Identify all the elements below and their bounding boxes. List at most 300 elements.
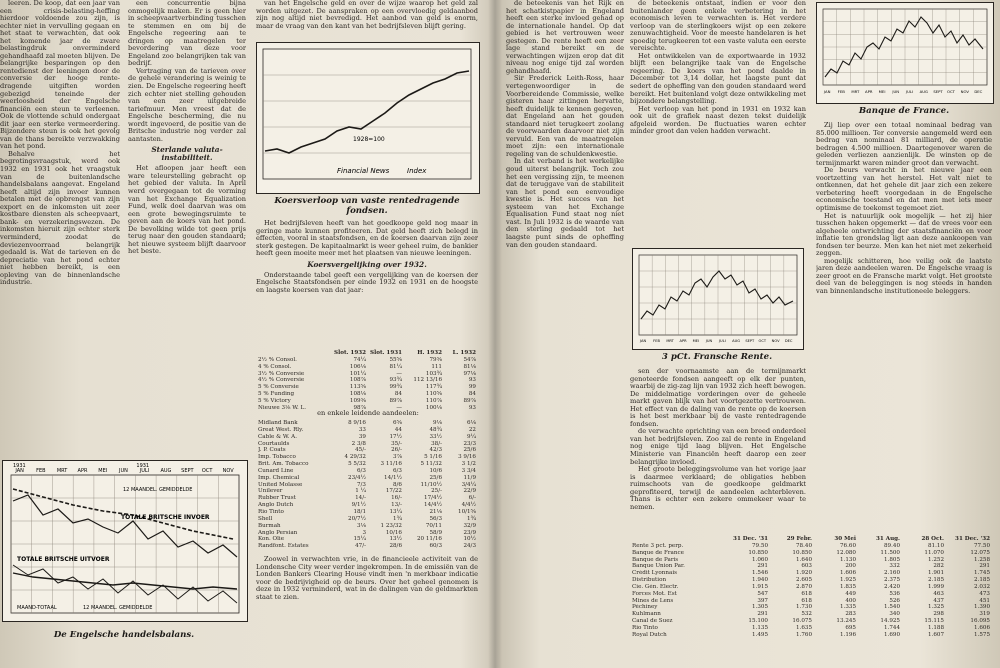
month-label: NOV <box>960 89 970 94</box>
value-cell: 3 11/16 <box>380 461 402 468</box>
value-cell: 84 <box>468 391 476 398</box>
shares-row <box>258 502 478 509</box>
month-label: APR <box>679 339 687 343</box>
value-cell: 6⅝ <box>393 420 402 426</box>
value-cell: 25/6 <box>429 474 442 481</box>
header-cell: Slot. 1932 <box>334 350 366 356</box>
export-label: TOTALE BRITSCHE UITVOER <box>17 556 110 563</box>
month-label: MRT <box>666 339 674 343</box>
export-average-line <box>13 573 237 589</box>
value-cell: 13/- <box>391 502 402 509</box>
value-cell: 11/10½ <box>420 481 442 488</box>
value-cell: 298 <box>933 611 944 618</box>
value-cell: 340 <box>889 611 900 618</box>
row-label-cell: Cie. Gén. Electr. <box>632 583 679 590</box>
value-cell: 547 <box>757 590 768 597</box>
month-label: JAN <box>640 339 647 343</box>
value-cell: 5 5/32 <box>348 461 366 468</box>
right-col2-bottom <box>630 368 806 530</box>
value-cell: 1.730 <box>795 604 812 611</box>
value-cell: 24/3 <box>463 543 476 550</box>
value-cell: 2.375 <box>883 577 900 584</box>
value-cell: 84 <box>394 391 402 398</box>
value-cell: 55⅝ <box>389 356 402 363</box>
value-cell: 89⅞ <box>463 397 476 404</box>
value-cell: 1.196 <box>839 631 856 638</box>
value-cell: 99 <box>468 384 476 391</box>
value-cell: 13¼ <box>389 508 402 515</box>
bonds-table <box>258 350 478 412</box>
value-cell: 1.805 <box>883 556 900 563</box>
bonds-header-row <box>258 350 478 357</box>
row-label-cell: Midland Bank <box>258 420 298 426</box>
value-cell: 695 <box>845 624 856 631</box>
row-label-cell: Rente 3 pct. perp. <box>632 542 684 549</box>
value-cell: 10½ <box>463 536 476 543</box>
value-cell: 20 11/16 <box>416 536 442 543</box>
value-cell: 1.325 <box>927 604 944 611</box>
value-cell: 17/4½ <box>424 495 442 502</box>
value-cell: 291 <box>757 611 768 618</box>
value-cell: 1.252 <box>927 556 944 563</box>
trade-balance-chart <box>2 460 248 622</box>
value-cell: 2.420 <box>883 583 900 590</box>
shares-row <box>258 454 478 461</box>
value-cell: 1.575 <box>973 631 990 638</box>
value-cell: 451 <box>979 597 990 604</box>
value-cell: 1.760 <box>795 631 812 638</box>
row-label-cell: Banque Union Par. <box>632 563 685 570</box>
value-cell: 76.60 <box>839 542 856 549</box>
value-cell: 108⅛ <box>349 391 366 398</box>
value-cell: 89.40 <box>883 542 900 549</box>
value-cell: 7/3 <box>356 481 366 488</box>
value-cell: 25/- <box>431 488 442 495</box>
row-label-cell: Rio Tinto <box>258 508 284 515</box>
row-label-cell: Forces Mot. Est <box>632 590 677 597</box>
month-label: DEC <box>974 89 983 94</box>
value-cell: 1.540 <box>883 604 900 611</box>
month-label: SEPT <box>933 89 943 94</box>
value-cell: 3 9/16 <box>458 454 476 461</box>
month-label: JAN <box>15 468 24 474</box>
shares-row <box>258 468 478 475</box>
import-label: TOTALE BRITSCHE INVOER <box>121 514 210 521</box>
month-label: OCT <box>947 89 955 94</box>
page-gutter <box>488 0 502 668</box>
value-cell: 1.640 <box>795 556 812 563</box>
paragraph: Zij liep over een totaal nominaal bedrag van 85.000 millioen. Ter conversie aangemeld werd een bedrag van nominaal 81 milliard, de operatie bedragen 4.500 millioen. Daartegenover waren de geleden verliezen aanzienlijk. De winsten op de termijnmarkt waren minder groot dan verwacht. <box>816 122 992 167</box>
value-cell: 101¼ <box>349 370 366 377</box>
row-label-cell: 5 % Funding <box>258 391 295 398</box>
row-label-cell: 2½ % Consol. <box>258 356 297 363</box>
paragraph: Het groote beleggingsvolume van het vorige jaar is daarmee verklaard; de obligaties hebben ruimschoots van de goedkoope geldmarkt geprofiteerd, terwijl de aandeelen achterbleven. Thans is echter een zekere ommekeer waar te nemen. <box>630 465 806 511</box>
month-label: MRT <box>56 468 68 474</box>
shares-row <box>258 420 478 427</box>
value-cell: 532 <box>801 611 812 618</box>
value-cell: 110⅞ <box>425 397 442 404</box>
stock-row <box>632 570 992 577</box>
value-cell: 1.607 <box>927 631 944 638</box>
value-cell: 47/- <box>355 543 366 550</box>
paragraph: sen der voornaamste aan de termijnmarkt genoteerde fondsen aangeeft op elk der punten, waarbij de zig-zag lijn van 1932 zich heeft bewogen. De middelmatige vorderingen over de geheele markt gaven blijk van het voortgezette vertrouwen. Het effect van de daling van de rente op de koersen is het best merkbaar bij de vaste rentedragende fondsen. <box>630 368 806 428</box>
left-col1-text <box>0 0 120 458</box>
right-col1-text <box>506 0 624 530</box>
value-cell: 89⅞ <box>389 397 402 404</box>
average-label-export: 12 MAANDEL. GEMIDDELDE <box>83 605 153 611</box>
row-label-cell: Cunard Line <box>258 467 294 474</box>
value-cell: 79.50 <box>751 542 768 549</box>
paragraph: Het verloop van het pond in 1931 en 1932 kan ook uit de grafiek naast dezen tekst duidelijk afgeleid worden. De fluctuaties waren echter minder groot dan velen hadden verwacht. <box>630 104 806 136</box>
value-cell: 3/4¼ <box>461 481 476 488</box>
value-cell: 1.925 <box>839 577 856 584</box>
row-label-cell: 4 % Consol. <box>258 363 292 370</box>
row-label-cell: Brit. Am. Tobacco <box>258 461 309 468</box>
value-cell: 11/9 <box>463 474 476 481</box>
row-label-cell: Banque de France <box>632 549 684 556</box>
month-label: OCT <box>758 339 767 343</box>
value-cell: 10/6 <box>429 467 442 474</box>
average-label-import: 12 MAANDEL. GEMIDDELDE <box>123 487 193 493</box>
header-cell: Slot. 1931 <box>370 350 402 356</box>
stock-row <box>632 611 992 618</box>
header-cell <box>258 350 330 357</box>
row-label-cell: Rio Tinto <box>632 624 658 631</box>
value-cell: 33½ <box>429 433 442 440</box>
value-cell: 23/9 <box>463 529 476 536</box>
row-label-cell: Unilever <box>258 488 283 495</box>
value-cell: — <box>396 404 402 411</box>
monthly-total-label: MAAND-TOTAAL <box>17 605 57 611</box>
left-col3-text-mid <box>256 220 478 348</box>
value-cell: 6⅛ <box>467 420 476 426</box>
value-cell: 1.188 <box>927 624 944 631</box>
value-cell: 4 29/32 <box>344 454 366 461</box>
value-cell: 14.925 <box>880 618 900 625</box>
paragraph: de beteekenis ontstaat, indien er voor den buitenlander geen enkele verbetering in het economisch leven te verwachten is. Het verdere verloop van de sterlingkoers wijst op een zekere zenuwachtigheid. Voor de meeste handelaren is het spoedig terugkeeren tot een vaste valuta een eerste vereischte. <box>630 0 806 53</box>
row-label-cell: Kuhlmann <box>632 611 661 618</box>
value-cell: 449 <box>845 590 856 597</box>
value-cell: 23/3 <box>463 440 476 447</box>
shares-row <box>258 543 478 550</box>
value-cell: 2.160 <box>883 570 900 577</box>
year-label: 1931 <box>13 463 26 469</box>
value-cell: 12.080 <box>836 549 856 556</box>
value-cell: — <box>396 370 402 377</box>
value-cell: 526 <box>889 597 900 604</box>
value-cell: 11.500 <box>880 549 900 556</box>
value-cell: 1.690 <box>883 631 900 638</box>
value-cell: 1.835 <box>839 583 856 590</box>
left-col3-text-top <box>256 0 478 40</box>
value-cell: 10/16 <box>385 529 402 536</box>
month-label: FEB <box>653 339 660 343</box>
value-cell: 10.850 <box>792 549 812 556</box>
month-label: NOV <box>771 339 780 343</box>
value-cell: 93 <box>468 377 476 384</box>
value-cell: 77.50 <box>973 542 990 549</box>
row-label-cell: Péchiney <box>632 604 658 611</box>
value-cell: 15.100 <box>748 618 768 625</box>
value-cell: 98⅞ <box>353 404 366 411</box>
shares-row <box>258 488 478 495</box>
shares-row <box>258 434 478 441</box>
paragraph: Het is natuurlijk ook mogelijk — het zij hier tusschen haken opgemerkt — dat de vrees voor een algeheele ontwrichting der staatsfinanciën en voor inflatie ten grondslag ligt aan deze aankoopen van fondsen ter beurze. Men kan het niet met zekerheid zeggen. <box>816 211 992 258</box>
shares-heading-text: en enkele leidende aandeelen: <box>317 410 419 417</box>
financial-news-chart-svg <box>257 43 479 193</box>
shares-row <box>258 482 478 489</box>
value-cell: 1.495 <box>751 631 768 638</box>
financial-news-index-chart <box>256 42 480 194</box>
section-heading: Sterlande valuta-instabiliteit. <box>151 145 223 163</box>
value-cell: 78.40 <box>795 542 812 549</box>
header-cell: L. 1932 <box>452 350 476 356</box>
row-label-cell: Banque de Paris <box>632 556 679 563</box>
value-cell: 16/- <box>391 495 402 502</box>
header-cell: 31 Aug. <box>876 536 900 542</box>
value-cell: 1 ¼ <box>355 488 366 495</box>
value-cell: 2.605 <box>795 577 812 584</box>
month-label: SEPT <box>181 468 194 474</box>
right-col2-text <box>630 0 806 240</box>
value-cell: 8/6 <box>392 481 402 488</box>
value-cell: 14/1½ <box>384 474 402 481</box>
stock-row <box>632 563 992 570</box>
banque-de-france-caption: Banque de France. <box>858 106 950 116</box>
value-cell: 1.745 <box>973 570 990 577</box>
index-subtitle: Index <box>407 167 427 175</box>
row-label-cell: Crédit Lyonnais <box>632 570 678 577</box>
shares-heading <box>258 410 478 419</box>
value-cell: 21⅛ <box>429 508 442 515</box>
bonds-row <box>258 357 478 364</box>
row-label-cell: Mines de Lens <box>632 597 674 604</box>
value-cell: 8 9/16 <box>348 420 366 426</box>
french-rente-svg <box>633 249 803 349</box>
value-cell: 3 <box>362 529 366 536</box>
value-cell: 38/- <box>431 440 442 447</box>
paragraph: De beurs verwacht in het nieuwe jaar een voortzetting van het herstel. Het valt niet te ontkennen, dat het gehele dit jaar zich een zekere verbetering heeft voorgedaan in de Engelsche economische toestand en dat men met iets meer optimisme de toekomst tegemoet ziet. <box>816 166 992 213</box>
value-cell: 99¾ <box>389 384 402 391</box>
value-cell: 74¼ <box>353 356 366 363</box>
row-label-cell: Cable & W. A. <box>258 433 297 440</box>
value-cell: 35/- <box>391 440 402 447</box>
paragraph: Sir Frederick Leith-Ross, haar vertegenwoordiger in de Voorbereidende Commissie, welke gisteren haar zittingen hervatte, heeft duidelijk te kennen gegeven, dat Engeland aan het gouden standaard niet terugkeert zoolang de voorwaarden daarvoor niet zijn vervuld. Een van de maatregelen moet zijn: een internationale regeling van de schuldenkwestie. <box>506 74 624 158</box>
month-label: JULI <box>139 468 150 474</box>
paragraph: leeren. De koop, dat een jaar van een crisis-belasting-heffing hierdoor voldoende zou zijn, is echter niet in vervulling gegaan en het staat te verwachten, dat ook het komende jaar de zware belastingdruk onverminderd gehandhaafd zal moeten blijven. De belangrijke besparingen op den rentedienst der leeningen door de conversie der hooge rente-dragende uitgiften worden gebezigd teneinde der weerloosheid der Engelsche financiën een steun te verleenen. Ook de vlottende schuld ondergaat dit jaar een sterke vermeerdering. Bijzondere steun is ook het gevolg van de thans bereikte verzwakking van het pond. <box>0 0 120 151</box>
value-cell: 1.546 <box>751 570 768 577</box>
month-label: SEPT <box>745 339 755 343</box>
value-cell: 1.606 <box>973 624 990 631</box>
header-cell: 30 Mei <box>834 536 856 542</box>
value-cell: 9¼ <box>467 433 476 440</box>
bonds-row <box>258 364 478 371</box>
value-cell: 618 <box>801 590 812 597</box>
row-label-cell: Shell <box>258 515 273 522</box>
month-label: AUG <box>732 339 741 343</box>
financial-news-caption: Koersverloop van vaste rentedragende fondsen. <box>274 196 460 216</box>
value-cell: 200 <box>845 563 856 570</box>
value-cell: 437 <box>933 597 944 604</box>
row-label-cell: Anglo Dutch <box>258 502 294 509</box>
month-label: JAN <box>824 89 831 94</box>
value-cell: 1.130 <box>839 556 856 563</box>
value-cell: 113⅝ <box>349 384 366 391</box>
stock-row <box>632 625 992 632</box>
shares-row <box>258 516 478 523</box>
value-cell: 1.901 <box>927 570 944 577</box>
row-label-cell: Canal de Suez <box>632 618 673 625</box>
french-rente-caption: 3 pCt. Fransche Rente. <box>661 352 773 362</box>
value-cell: 17/22 <box>385 488 402 495</box>
row-label-cell: Burmah <box>258 522 281 529</box>
row-label-cell: Great West. Rly. <box>258 426 304 433</box>
shares-row <box>258 427 478 434</box>
paragraph: de beteekenis van het Rijk en het schatkistpapier in Engeland heeft een sterke invloed gehad op de internationale handel. Op dat gebied is het vertrouwen weer gestegen. De rente heeft een zeer lage stand bereikt en de verwachtingen wijzen erop dat dit niveau nog enige tijd zal worden gehandhaafd. <box>506 0 624 75</box>
value-cell: 1¾ <box>393 515 402 522</box>
value-cell: 1 23/32 <box>380 522 402 529</box>
row-label-cell: Rubber Trust <box>258 495 296 502</box>
row-label-cell: 3½ % Conversie <box>258 370 305 377</box>
shares-row <box>258 495 478 502</box>
month-label: JULI <box>719 339 726 343</box>
value-cell: 536 <box>889 590 900 597</box>
value-cell: 44 <box>394 426 402 433</box>
value-cell: 110⅝ <box>425 391 442 398</box>
row-label-cell: Randfont. Estates <box>258 543 309 550</box>
value-cell: 1.135 <box>751 624 768 631</box>
value-cell: 9⅛ <box>433 420 442 426</box>
stock-row <box>632 591 992 598</box>
value-cell: 282 <box>933 563 944 570</box>
row-label-cell: J. P. Coats <box>258 447 286 454</box>
month-label: MEI <box>878 89 886 94</box>
month-label: DEC <box>784 339 793 343</box>
month-label: OCT <box>201 468 213 474</box>
month-label: AUG <box>160 468 172 474</box>
shares-row <box>258 530 478 537</box>
index-title: Financial News <box>337 167 390 175</box>
stock-row <box>632 550 992 557</box>
value-cell: 10.850 <box>748 549 768 556</box>
banque-de-france-svg <box>817 3 993 103</box>
paragraph: Behalve het begrotingsvraagstuk, werd ook 1932 en 1931 ook het vraagstuk van de buitenlandsche handelsbalans aangevat. Engeland heeft altijd zijn invoer kunnen betalen met de opbrengst van zijn export en de inkomsten uit zeer kostbare diensten als scheepvaart, bank- en verzekeringswezen. De inkomsten hieruit zijn echter sterk verminderd, zoodat de deviezenvoorraad belangrijk gedaald is. Wat de tarieven en de depreciatie van het pond echter niet hebben bereikt, is een opleving van de binnenlandsche industrie. <box>0 149 120 287</box>
value-cell: 109⅜ <box>349 397 366 404</box>
stock-row <box>632 618 992 625</box>
stock-row <box>632 632 992 639</box>
value-cell: 473 <box>979 590 990 597</box>
month-label: JULI <box>906 89 914 94</box>
value-cell: 4/4½ <box>461 502 476 509</box>
value-cell: 20/7½ <box>348 515 366 522</box>
stock-header-row <box>632 536 992 543</box>
value-cell: 97⅛ <box>463 370 476 377</box>
value-cell: 1.390 <box>973 604 990 611</box>
value-cell: 11.070 <box>924 549 944 556</box>
paragraph: mogelijk schitteren, hoe veilig ook de laatste jaren deze aandeelen waren. De Engelsche vraag is zeer groot en de Fransche markt volgt. Het grootste deel van de beleggingen is nog steeds in handen van binnenlandsche institutioneele beleggers. <box>816 256 992 296</box>
month-label: MRT <box>851 89 860 94</box>
value-cell: 291 <box>979 563 990 570</box>
paragraph: Vertraging van de tarieven over de gehele verandering is weinig te zien. De Engelsche regeering heeft zich echter niet stelling gehouden van een zeer uitgebreide tariefmuur. Men vreest dat de Engelsche bescherming, die nu wordt ingevoerd, de positie van de Britsche industrie nog verder zal aantasten. <box>128 66 246 143</box>
value-cell: 1.258 <box>973 556 990 563</box>
stock-row <box>632 604 992 611</box>
value-cell: 45/- <box>355 447 366 454</box>
value-cell: 6/- <box>468 495 476 502</box>
value-cell: 28/6 <box>389 543 402 550</box>
row-label-cell: Courtaulds <box>258 440 290 447</box>
row-label-cell: United Molasse <box>258 481 303 488</box>
value-cell: 33 <box>358 426 366 433</box>
french-rente-chart <box>632 248 804 350</box>
banque-de-france-chart <box>816 2 994 104</box>
value-cell: 16.095 <box>970 618 990 625</box>
value-cell: 106⅛ <box>349 363 366 370</box>
value-cell: 58/9 <box>429 529 442 536</box>
shares-row <box>258 509 478 516</box>
month-label: NOV <box>222 468 234 474</box>
month-label: APR <box>865 89 873 94</box>
value-cell: 93¾ <box>389 377 402 384</box>
row-label-cell: 4½ % Conversie <box>258 377 305 384</box>
row-label-cell: Anglo Persian <box>258 529 298 536</box>
value-cell: 18/1 <box>353 508 366 515</box>
left-col3-bottom <box>256 556 478 668</box>
value-cell: 60/3 <box>429 543 442 550</box>
month-label: JUN <box>119 468 128 474</box>
value-cell: 6/3 <box>356 467 366 474</box>
value-cell: 39 <box>358 433 366 440</box>
paragraph: de verwachte oprichting van een breed onderdeel van het bedrijfsleven. Zoo zal de rente in Engeland nog enige tijd laag blijven. Het Engelsche Ministerie van Financiën heeft daarop een zeer belangrijke invloed. <box>630 427 806 466</box>
paragraph: van het Engelsche geld en over de wijze waarop het geld zal worden uitgezet. De aanspraken op een overvloedig geldaanbod zijn nog altijd niet bevredigd. Het aanbod van geld is enorm, maar de vraag van den kant van het bedrijfsleven blijft gering. <box>256 0 478 30</box>
value-cell: 1.920 <box>795 570 812 577</box>
value-cell: 291 <box>757 563 768 570</box>
section-heading: Koersvergelijking over 1932. <box>307 259 427 269</box>
value-cell: 1.744 <box>883 624 900 631</box>
header-cell <box>632 536 722 543</box>
value-cell: 1.060 <box>751 556 768 563</box>
month-label: MEI <box>98 468 108 474</box>
value-cell: 48¾ <box>429 426 442 433</box>
bonds-row <box>258 391 478 398</box>
bonds-row <box>258 371 478 378</box>
bonds-row <box>258 377 478 384</box>
shares-row <box>258 523 478 530</box>
stock-row <box>632 577 992 584</box>
value-cell: 70/11 <box>425 522 442 529</box>
value-cell: 93 <box>468 404 476 411</box>
value-cell: 6/3 <box>392 467 402 474</box>
value-cell: 81¼ <box>389 363 402 370</box>
paragraph: Onderstaande tabel geeft een vergelijking van de koersen der Engelsche Staatsfondsen per einde 1932 en 1931 en de hoogste en laagste koersen van dat jaar: <box>256 270 478 294</box>
paragraph: Het ontwikkelen van de exportwaarde in 1932 blijft een belangrijke taak van de Engelsche regeering. De koers van het pond daalde in December tot 3,14 dollar, het laagste punt dat sedert de opheffing van den gouden standaard werd bereikt. Het buitenland volgt deze ontwikkeling met bijzondere belangstelling. <box>630 51 806 106</box>
value-cell: 618 <box>801 597 812 604</box>
value-cell: 111 <box>431 363 442 370</box>
value-cell: 22 <box>468 426 476 433</box>
value-cell: 16.075 <box>792 618 812 625</box>
value-cell: 3⅛ <box>357 522 366 529</box>
value-cell: 23/4½ <box>348 474 366 481</box>
value-cell: 3 3/4 <box>461 467 476 474</box>
month-label: FEB <box>36 468 46 474</box>
value-cell: 603 <box>801 563 812 570</box>
month-label: AUG <box>919 89 928 94</box>
value-cell: 13.245 <box>836 618 856 625</box>
value-cell: 2.032 <box>973 583 990 590</box>
value-cell: 108⅞ <box>349 377 366 384</box>
paris-stock-table <box>632 536 992 639</box>
stock-row <box>632 557 992 564</box>
value-cell: 319 <box>979 611 990 618</box>
